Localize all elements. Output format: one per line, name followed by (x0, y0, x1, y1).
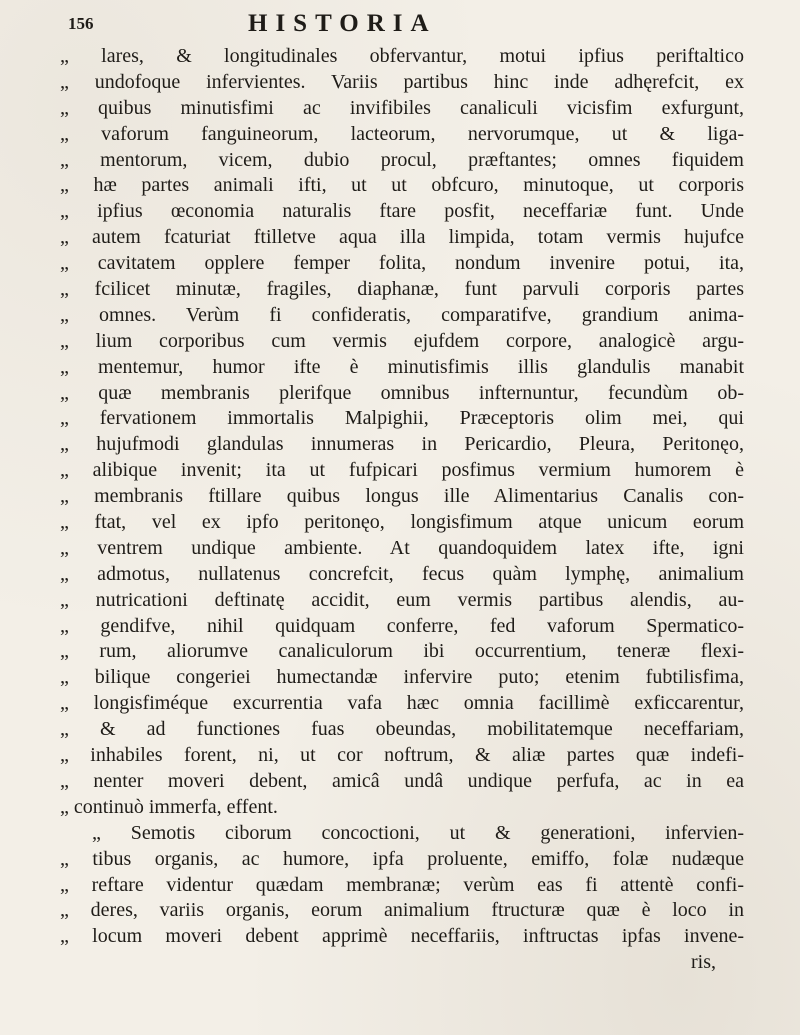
text-line (60, 432, 744, 458)
text-line (60, 484, 744, 510)
catchword-line (60, 950, 744, 976)
text-line (60, 614, 744, 640)
text-line (60, 458, 744, 484)
page-number: 156 (68, 14, 94, 33)
text-line (60, 381, 744, 407)
text-line (60, 251, 744, 277)
text-line (60, 769, 744, 795)
text-line (60, 510, 744, 536)
text-line (60, 148, 744, 174)
line-text: „ hujufmodi glandulas innumeras in Pericardio, Pleura, Peritonęo, (60, 433, 744, 456)
line-text: „ admotus, nullatenus concrefcit, fecus quàm lymphę, animalium (60, 562, 744, 585)
line-text: „ ipfius œconomia naturalis ftare posfit, neceffariæ funt. Unde (60, 200, 744, 223)
body-text (60, 44, 744, 976)
text-line (60, 847, 744, 873)
line-text: „ inhabiles forent, ni, ut cor noftrum, & aliæ partes quæ indefi- (60, 744, 744, 767)
text-line (60, 898, 744, 924)
line-text: „ undofoque infervientes. Variis partibus hinc inde adhęrefcit, ex (60, 70, 744, 93)
text-line (60, 873, 744, 899)
text-line (60, 122, 744, 148)
catchword: ris, (691, 951, 716, 974)
text-line (60, 70, 744, 96)
line-text: „ fcilicet minutæ, fragiles, diaphanæ, funt parvuli corporis partes (60, 278, 744, 301)
line-text: „ ftat, vel ex ipfo peritonęo, longisfimum atque unicum eorum (60, 511, 744, 534)
line-text: „ vaforum fanguineorum, lacteorum, nervorumque, ut & liga- (60, 122, 744, 145)
text-line (60, 821, 744, 847)
line-text: „ lium corporibus cum vermis ejufdem corpore, analogicè argu- (60, 329, 744, 352)
text-line (60, 665, 744, 691)
line-text: „ tibus organis, ac humore, ipfa proluente, emiffo, folæ nudæque (60, 847, 744, 870)
line-text: „ nutricationi deftinatę accidit, eum vermis partibus alendis, au- (60, 588, 744, 611)
line-text: „ alibique invenit; ita ut fufpicari posfimus vermium humorem è (60, 459, 744, 482)
line-text: „ mentemur, humor ifte è minutisfimis illis glandulis manabit (60, 355, 744, 378)
line-text: „ lares, & longitudinales obfervantur, motui ipfius periftaltico (60, 45, 744, 67)
line-text: „ & ad functiones fuas obeundas, mobilitatemque neceffariam, (60, 718, 744, 741)
line-text: „ bilique congeriei humectandæ infervire puto; etenim fubtilisfima, (60, 666, 744, 689)
line-text: „ membranis ftillare quibus longus ille Alimentarius Canalis con- (60, 485, 744, 508)
text-line (60, 303, 744, 329)
text-line (60, 277, 744, 303)
line-text: „ continuò immerfa, effent. (60, 795, 278, 818)
line-text: „ omnes. Verùm fi confideratis, comparatifve, grandium anima- (60, 303, 744, 326)
running-head: HISTORIA (248, 10, 437, 37)
line-text: „ nenter moveri debent, amicâ undâ undique perfufa, ac in ea (60, 769, 744, 792)
line-text: „ gendifve, nihil quidquam conferre, fed vaforum Spermatico- (60, 614, 744, 637)
line-text: „ deres, variis organis, eorum animalium ftructuræ quæ è loco in (60, 899, 744, 922)
text-line (60, 355, 744, 381)
text-line (60, 924, 744, 950)
text-line (60, 329, 744, 355)
text-line (60, 795, 744, 821)
line-text: „ reftare videntur quædam membranæ; verùm eas fi attentè confi- (60, 873, 744, 896)
line-text: „ quæ membranis plerifque omnibus infternuntur, fecundùm ob- (60, 381, 744, 404)
line-text: „ longisfiméque excurrentia vafa hæc omnia facillimè exficcarentur, (60, 692, 744, 715)
line-text: „ fervationem immortalis Malpighii, Præceptoris olim mei, qui (60, 407, 744, 430)
line-text: „ mentorum, vicem, dubio procul, præftantes; omnes fiquidem (60, 148, 744, 171)
text-line (60, 588, 744, 614)
text-line (60, 743, 744, 769)
text-line (60, 406, 744, 432)
line-text: „ autem fcaturiat ftilletve aqua illa limpida, totam vermis hujufce (60, 226, 744, 249)
text-line (60, 536, 744, 562)
page-header (68, 10, 708, 40)
line-text: „ hæ partes animali ifti, ut ut obfcuro, minutoque, ut corporis (60, 174, 744, 197)
line-text: „ locum moveri debent apprimè neceffariis, inftructas ipfas invene- (60, 925, 744, 948)
line-text: „ ventrem undique ambiente. At quandoquidem latex ifte, igni (60, 536, 744, 559)
line-text: „ rum, aliorumve canaliculorum ibi occurrentium, teneræ flexi- (60, 640, 744, 663)
line-text: „ quibus minutisfimi ac invifibiles canaliculi vicisfim exfurgunt, (60, 96, 744, 119)
text-line (60, 639, 744, 665)
text-line (60, 173, 744, 199)
text-line (60, 44, 744, 70)
line-text: „ Semotis ciborum concoctioni, ut & generationi, infervien- (92, 821, 744, 844)
text-line (60, 225, 744, 251)
line-text: „ cavitatem opplere femper folita, nondum invenire potui, ita, (60, 252, 744, 275)
text-line (60, 96, 744, 122)
text-line (60, 562, 744, 588)
text-line (60, 199, 744, 225)
text-line (60, 717, 744, 743)
text-line (60, 691, 744, 717)
